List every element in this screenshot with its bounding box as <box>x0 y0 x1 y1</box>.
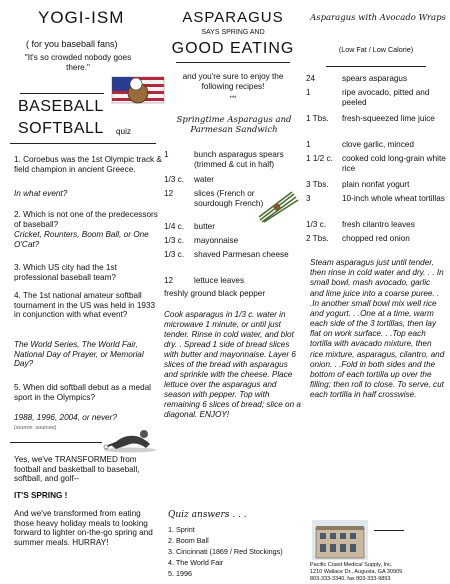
wraps-recipe-title: Asparagus with Avocado Wraps <box>310 13 446 23</box>
ingredient-text: ripe avocado, pitted and peeled <box>342 88 430 107</box>
ingredient-qty: 1 <box>306 88 311 97</box>
sandwich-recipe-title: Springtime Asparagus and Parmesan Sandwich <box>176 115 292 136</box>
ingredient-qty: 1 <box>306 140 311 149</box>
ingredient-qty: 12 <box>164 189 174 198</box>
ingredient-qty: 3 <box>306 194 311 203</box>
ingredient-qty: 1/3 c. <box>306 220 327 229</box>
ingredient-text: 10-inch whole wheat tortillas <box>342 194 445 203</box>
question-5: 5. When did softball debut as a medal sport in the Olympics? <box>14 383 151 402</box>
column-wraps <box>306 0 446 584</box>
good-eating-title: GOOD EATING <box>171 40 295 57</box>
question-2-choices: Cricket, Rounters, Boom Ball, or One O'Cat? <box>14 230 149 249</box>
rule <box>176 62 290 63</box>
building-photo <box>312 520 368 560</box>
recipes-intro: and you're sure to enjoy the following recipes! <box>182 72 284 91</box>
answer-2: 2. Boom Ball <box>168 536 209 545</box>
asparagus-title: ASPARAGUS <box>182 9 284 26</box>
ingredient-qty: 3 Tbs. <box>306 180 329 189</box>
closing-spring: IT'S SPRING ! <box>14 491 68 500</box>
ingredient-text: bunch asparagus spears (trimmed & cut in half) <box>194 150 284 169</box>
question-3: 3. Which US city had the 1st professional baseball team? <box>14 263 117 282</box>
yogi-quote: "It's so crowded nobody goes there." <box>24 53 132 72</box>
ingredient-text: fresh cilantro leaves <box>342 220 415 229</box>
question-1: 1. Coroebus was the 1st Olympic track & field champion in ancient Greece. <box>14 155 162 174</box>
ingredient-qty: 1/3 c. <box>164 250 185 259</box>
ingredient-qty: 24 <box>306 74 316 83</box>
sandwich-directions: Cook asparagus in 1/3 c. water in microwave 1 minute, or until just tender. Rinse in cold water, and blot dry. . Spread 1 side of bread slices with butter and mayonnaise. Layer 6 slices of the bread with asparagus and sprinkle with the cheese. Place lettuce over the asparagus and season with pepper. Top with remaining 6 slices of bread; slice on a diagonal. ENJOY! <box>164 310 301 419</box>
ingredient-qty: 1 Tbs. <box>306 114 329 123</box>
ingredient-text: clove garlic, minced <box>342 140 414 149</box>
ingredient-qty: 2 Tbs. <box>306 234 329 243</box>
question-5-choices: 1988, 1996, 2004, or never? <box>14 413 117 422</box>
ingredient-qty: 1/3 c. <box>164 236 185 245</box>
wraps-subtitle: (Low Fat / Low Calorie) <box>338 45 414 54</box>
answer-3: 3. Cincinnati (1869 / Red Stockings) <box>168 547 283 556</box>
ingredient-qty: 1 <box>164 150 169 159</box>
ingredient-qty: 1 1/2 c. <box>306 154 333 163</box>
ingredient-text: butter <box>194 222 215 231</box>
ingredient-text: fresh-squeezed lime juice <box>342 114 435 123</box>
ingredient-text: spears asparagus <box>342 74 408 83</box>
ingredient-text: mayonnaise <box>194 236 239 245</box>
closing-meals: And we've transformed from eating those heavy holiday meals to looking forward to lighter on-the-go spring and summer meals. HURRAY! <box>14 509 153 548</box>
softball-player-illustration <box>100 424 160 454</box>
ingredient-qty: 1/3 c. <box>164 175 185 184</box>
ingredient-text: water <box>194 175 215 184</box>
divider-stars: *** <box>229 96 237 102</box>
question-4: 4. The 1st national amateur softball tournament in the US was held in 1933 in conjunction with what event? <box>14 291 156 320</box>
rule <box>374 530 404 531</box>
quiz-answers-title: Quiz answers . . . <box>168 510 247 520</box>
flag-baseball-illustration <box>108 71 166 109</box>
pepper-ingredient: freshly ground black pepper <box>164 289 266 298</box>
ingredient-text: plain nonfat yogurt <box>342 180 410 189</box>
rule <box>326 66 426 67</box>
column-baseball <box>4 0 160 584</box>
footer-company: Pacific Coast Medical Supply, Inc. <box>310 562 393 568</box>
yogi-subtitle: ( for you baseball fans) <box>26 39 118 49</box>
asparagus-illustration <box>256 190 300 224</box>
yogi-title: YOGI-ISM <box>38 8 125 27</box>
footer-phone: 803-333-3340, fax 803-333-9893 <box>310 576 391 582</box>
question-2: 2. Which is not one of the predecessors of baseball? <box>14 210 158 229</box>
answer-5: 5. 1996 <box>168 569 192 578</box>
source-note: (source: sources) <box>14 425 57 431</box>
ingredient-qty: 1/4 c. <box>164 222 185 231</box>
column-asparagus <box>164 0 302 584</box>
question-4-choices: The World Series, The World Fair, National Day of Prayer, or Memorial Day? <box>14 340 144 369</box>
ingredient-text: slices (French or sourdough French) <box>194 189 264 208</box>
quiz-label: quiz <box>116 127 132 136</box>
question-1-choice: In what event? <box>14 189 68 198</box>
ingredient-text: lettuce leaves <box>194 276 245 285</box>
quiz-title-baseball: BASEBALL <box>18 98 104 115</box>
quiz-title-softball: SOFTBALL <box>18 120 104 137</box>
closing-transformed: Yes, we've TRANSFORMED from football and basketball to baseball, softball, and golf-- <box>14 455 140 484</box>
ingredient-text: shaved Parmesan cheese <box>194 250 289 259</box>
ingredient-qty: 12 <box>164 276 174 285</box>
answer-1: 1. Sprint <box>168 525 195 534</box>
wraps-directions: Steam asparagus just until tender, then rinse in cold water and dry. . . In small bowl, mash avocado, garlic and lime juice into a coarse puree. . .In another small bowl mix well rice and yogurt. . .One at a time, warm each side of the 3 tortillas, then lay flat on work surface. . .Top each tortilla with avacado mixture, then rice mixture, asparagus, cilantro, and onion. . .Fold in both sides and the bottom of each tortilla up over the filling; then roll to close. To serve, cut each tortilla in half crosswise. <box>310 258 445 400</box>
rule <box>20 93 104 94</box>
footer-address: 1210 Wallace Dr., Augusta, GA 30909 <box>310 569 403 575</box>
asparagus-tagline: SAYS SPRING AND <box>201 29 265 36</box>
ingredient-text: cooked cold long-grain white rice <box>342 154 446 173</box>
answer-4: 4. The World Fair <box>168 558 224 567</box>
rule <box>10 143 156 144</box>
rule <box>10 442 102 443</box>
ingredient-text: chopped red onion <box>342 234 410 243</box>
